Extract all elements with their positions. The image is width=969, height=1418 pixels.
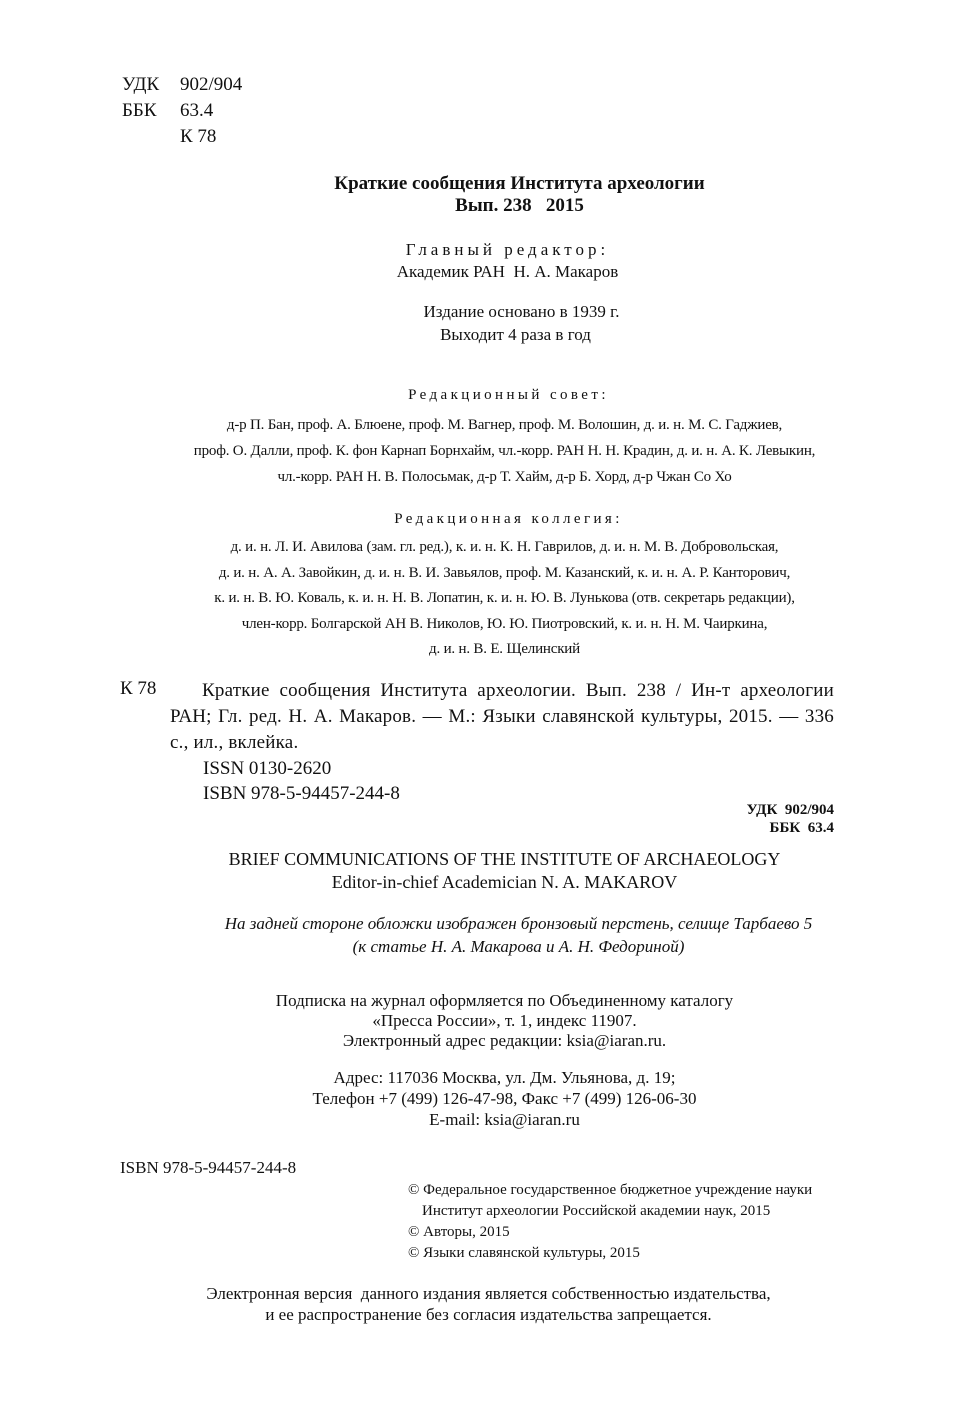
udk-right-block	[747, 801, 834, 837]
issn-line: ISSN 0130-2620	[203, 758, 332, 779]
udk-value: 902/904	[180, 74, 243, 95]
catalog-author-mark: К 78	[120, 678, 157, 699]
phone-fax-line: Телефон +7 (499) 126-47-98, Факс +7 (499) 126-06-30	[312, 1089, 697, 1108]
journal-title-line: Краткие сообщения Института археологии	[334, 173, 705, 194]
issue-number-line: Вып. 238 2015	[455, 195, 584, 216]
editorial-board-line: проф. О. Далли, проф. К. фон Карнап Борнхайм, чл.-корр. РАН Н. Н. Крадин, д. и. н. А. К. Левыкин,	[193, 443, 816, 459]
electronic-version-notice	[4, 1283, 969, 1325]
english-title-block	[20, 848, 969, 894]
editorial-college-line: д. и. н. А. А. Завойкин, д. и. н. В. И. Завьялов, проф. М. Казанский, к. и. н. А. Р. Канторович,	[218, 564, 791, 581]
udk-row	[122, 72, 242, 98]
copyright-line: © Федеральное государственное бюджетное учреждение науки	[408, 1182, 813, 1198]
catalog-description: Краткие сообщения Института археологии. Вып. 238 / Ин-т археологии РАН; Гл. ред. Н. А. Макаров. — М.: Языки славянской культуры, 2015. — 336 с., ил., вклейка.	[170, 680, 834, 753]
isbn-line: ISBN 978-5-94457-244-8	[203, 783, 400, 804]
bbk-row	[122, 98, 242, 124]
founded-block	[37, 300, 969, 346]
editorial-board-line: д-р П. Бан, проф. А. Блюене, проф. М. Вагнер, проф. М. Волошин, д. и. н. М. С. Гаджиев,	[226, 417, 783, 433]
cover-note-line: (к статье Н. А. Макарова и А. Н. Федориной)	[352, 937, 685, 956]
bbk-label: ББК	[122, 100, 157, 121]
editorial-college-line: к. и. н. В. Ю. Коваль, к. и. н. Н. В. Лопатин, к. и. н. Ю. В. Лунькова (отв. секретарь редакции),	[214, 590, 795, 606]
editorial-college-heading: Редакционная коллегия:	[394, 511, 623, 527]
address-info	[20, 1067, 969, 1130]
bbk-value: 63.4	[180, 100, 214, 121]
isbn-bottom: ISBN 978-5-94457-244-8	[120, 1158, 297, 1177]
author-mark-label	[122, 124, 180, 150]
journal-title	[35, 173, 969, 217]
notice-line: Электронная версия данного издания является собственностью издательства,	[206, 1284, 771, 1303]
editorial-college-line: д. и. н. В. Е. Щелинский	[429, 641, 580, 657]
subscription-line: «Пресса России», т. 1, индекс 11907.	[372, 1011, 637, 1030]
subscription-line: Подписка на журнал оформляется по Объединенному каталогу	[275, 991, 734, 1010]
copyright-block	[408, 1180, 812, 1264]
founded-line: Издание основано в 1939 г.	[423, 302, 620, 321]
cover-note-line: На задней стороне обложки изображен бронзовый перстень, селище Тарбаево 5	[224, 914, 813, 933]
udk-top-block	[122, 72, 242, 150]
address-line: Адрес: 117036 Москва, ул. Дм. Ульянова, д. 19;	[333, 1068, 676, 1087]
subscription-info	[20, 991, 969, 1051]
editorial-board-line: чл.-корр. РАН Н. В. Полосьмак, д-р Т. Хайм, д-р Б. Хорд, д-р Чжан Со Хо	[277, 469, 732, 485]
author-mark-row	[122, 124, 242, 150]
chief-editor-heading: Главный редактор:	[405, 240, 610, 259]
chief-editor-name: Академик РАН Н. А. Макаров	[396, 262, 619, 281]
editorial-college-line: д. и. н. Л. И. Авилова (зам. гл. ред.), к. и. н. К. Н. Гаврилов, д. и. н. М. В. Добровольская,	[230, 539, 779, 555]
english-editor-line: Editor-in-chief Academician N. A. MAKAROV	[331, 872, 678, 892]
udk-right-line: УДК 902/904	[746, 802, 834, 818]
editorial-board-heading: Редакционный совет:	[408, 387, 609, 403]
cover-note	[34, 912, 969, 958]
catalog-identifiers	[203, 756, 400, 806]
copyright-line: © Языки славянской культуры, 2015	[408, 1245, 640, 1261]
notice-line: и ее распространение без согласия издательства запрещается.	[265, 1305, 712, 1324]
email-line: E-mail: ksia@iaran.ru	[429, 1110, 580, 1129]
editorial-college-line: член-корр. Болгарской АН В. Николов, Ю. Ю. Пиотровский, к. и. н. Н. М. Чаиркина,	[241, 615, 768, 632]
editorial-board-list	[20, 412, 969, 490]
udk-label: УДК	[122, 74, 160, 95]
copyright-line: © Авторы, 2015	[408, 1224, 510, 1240]
editorial-college-list	[20, 535, 969, 663]
english-title-line: BRIEF COMMUNICATIONS OF THE INSTITUTE OF ARCHAEOLOGY	[228, 849, 781, 869]
bbk-right-line: ББК 63.4	[769, 820, 834, 836]
author-mark-value: К 78	[180, 126, 217, 147]
copyright-line: Институт археологии Российской академии наук, 2015	[422, 1203, 771, 1219]
frequency-line: Выходит 4 раза в год	[440, 325, 591, 344]
chief-editor-block	[23, 239, 969, 283]
subscription-email-line: Электронный адрес редакции: ksia@iaran.ru.	[342, 1031, 667, 1050]
